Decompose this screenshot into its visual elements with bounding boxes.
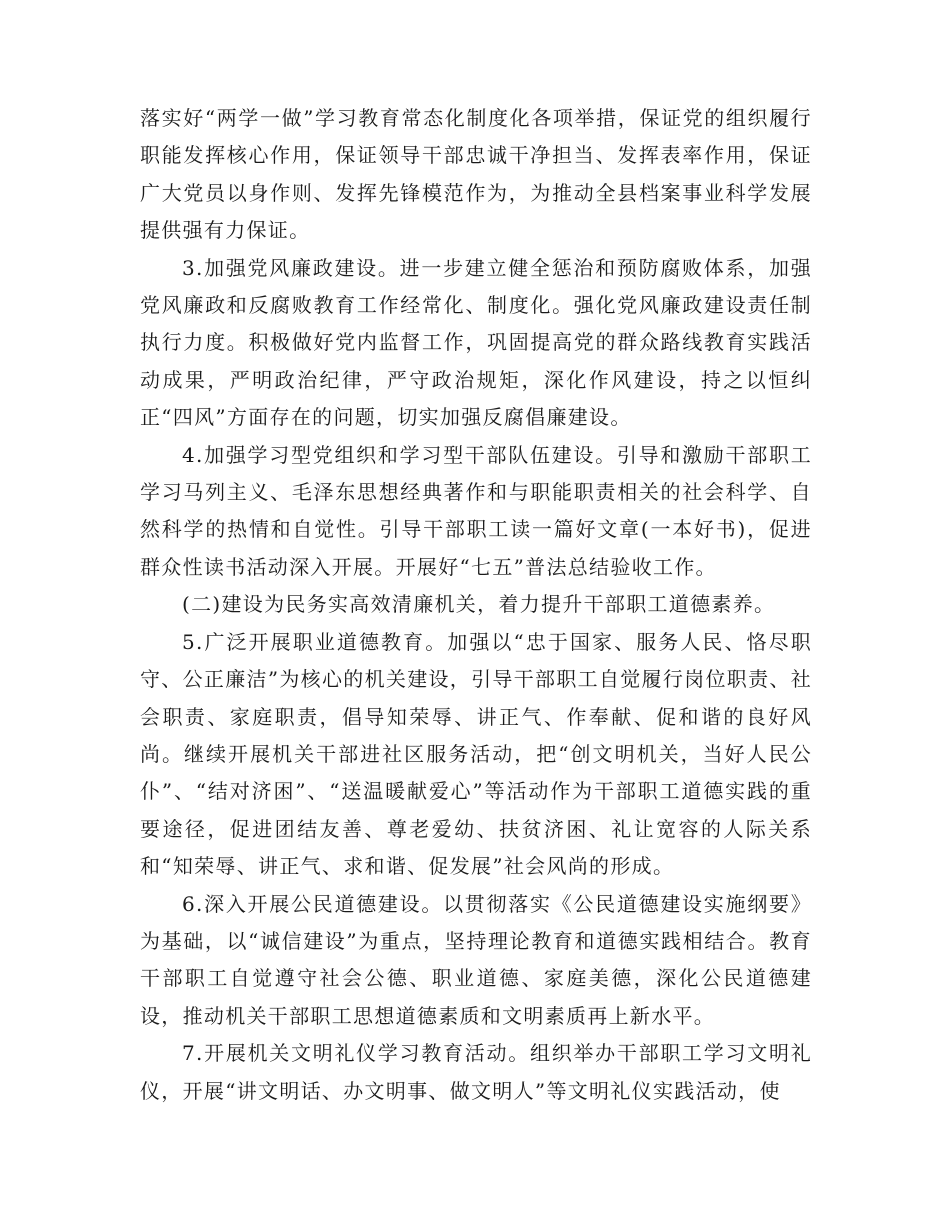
paragraph-item-6: 6.深入开展公民道德建设。以贯彻落实《公民道德建设实施纲要》为基础，以“诚信建设”为重点，坚持理论教育和道德实践相结合。教育干部职工自觉遵守社会公德、职业道德、家庭美德，深化公民道德建设，推动机关干部职工思想道德素质和文明素质再上新水平。 (140, 891, 812, 1028)
paragraph-item-4: 4.加强学习型党组织和学习型干部队伍建设。引导和激励干部职工学习马列主义、毛泽东思想经典著作和与职能职责相关的社会科学、自然科学的热情和自觉性。引导干部职工读一篇好文章(一本好书)，促进群众性读书活动深入开展。开展好“七五”普法总结验收工作。 (140, 442, 812, 579)
document-page (140, 100, 812, 1110)
paragraph-continuation: 落实好“两学一做”学习教育常态化制度化各项举措，保证党的组织履行职能发挥核心作用，保证领导干部忠诚干净担当、发挥表率作用，保证广大党员以身作则、发挥先锋模范作为，为推动全县档案事业科学发展提供强有力保证。 (140, 106, 812, 243)
section-heading-2: (二)建设为民务实高效清廉机关，着力提升干部职工道德素养。 (182, 592, 776, 617)
paragraph-item-5: 5.广泛开展职业道德教育。加强以“忠于国家、服务人民、恪尽职守、公正廉洁”为核心的机关建设，引导干部职工自觉履行岗位职责、社会职责、家庭职责，倡导知荣辱、讲正气、作奉献、促和谐的良好风尚。继续开展机关干部进社区服务活动，把“创文明机关，当好人民公仆”、“结对济困”、“送温暖献爱心”等活动作为干部职工道德实践的重要途径，促进团结友善、尊老爱幼、扶贫济困、礼让宽容的人际关系和“知荣辱、讲正气、求和谐、促发展”社会风尚的形成。 (140, 629, 812, 879)
paragraph-item-7: 7.开展机关文明礼仪学习教育活动。组织举办干部职工学习文明礼仪，开展“讲文明话、办文明事、做文明人”等文明礼仪实践活动，使 (140, 1041, 812, 1103)
paragraph-item-3: 3.加强党风廉政建设。进一步建立健全惩治和预防腐败体系，加强党风廉政和反腐败教育工作经常化、制度化。强化党风廉政建设责任制执行力度。积极做好党内监督工作，巩固提高党的群众路线教育实践活动成果，严明政治纪律，严守政治规矩，深化作风建设，持之以恒纠正“四风”方面存在的问题，切实加强反腐倡廉建设。 (140, 255, 812, 430)
